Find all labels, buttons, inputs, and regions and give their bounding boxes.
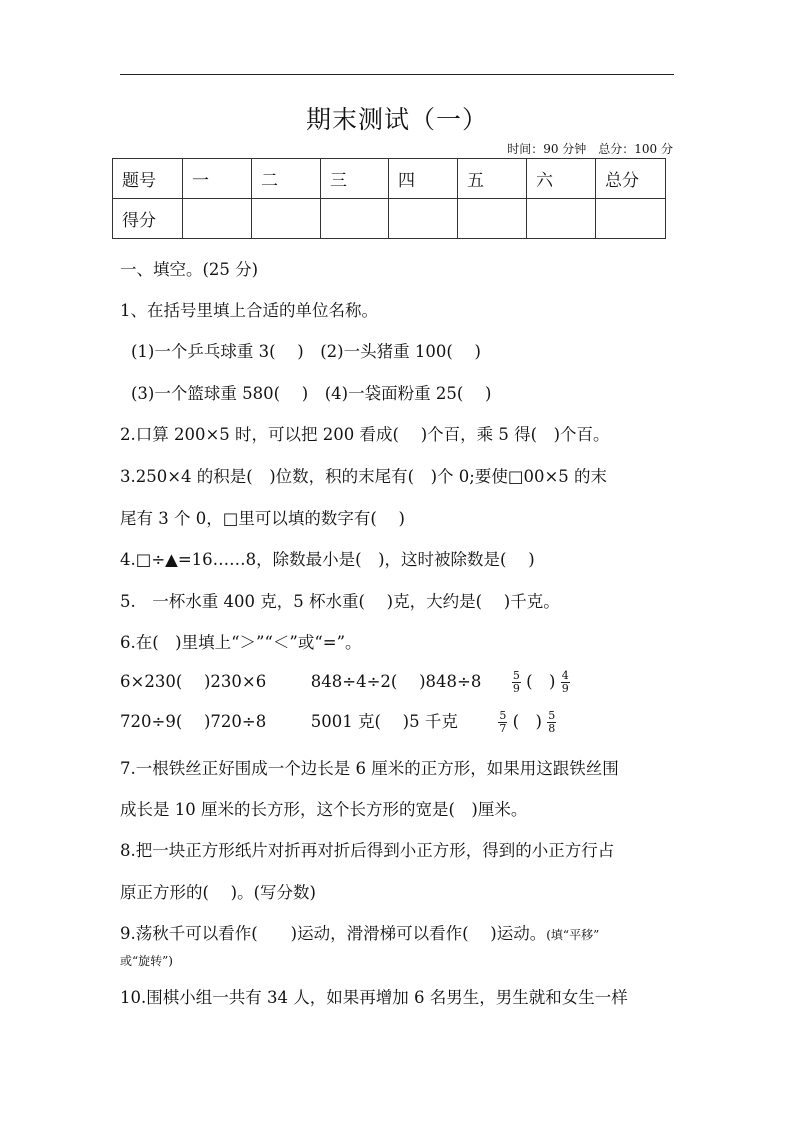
question-3-line: 尾有 3 个 0，□里可以填的数字有( ): [120, 509, 405, 528]
compare-item: 6×230( )230×6: [120, 672, 267, 691]
score-table: [112, 158, 666, 239]
page-title: 期末测试（一）: [305, 105, 488, 134]
score-input-cell[interactable]: [389, 199, 458, 239]
question-9-text: 9.荡秋千可以看作( )运动，滑滑梯可以看作( )运动。: [120, 924, 547, 943]
exam-meta: 时间：90 分钟 总分：100 分: [507, 142, 673, 156]
question-6-row: [120, 664, 570, 700]
fraction: $\frac{5}{9}$: [512, 669, 520, 695]
section-heading: 一、填空。(25 分): [120, 260, 259, 279]
score-cell: 四: [389, 159, 458, 199]
compare-item: 720÷9( )720÷8: [120, 712, 267, 731]
score-cell: 三: [321, 159, 389, 199]
question-2: 2.口算 200×5 时，可以把 200 看成( )个百，乘 5 得( )个百。: [120, 425, 610, 444]
question-1-line: (3)一个篮球重 580( ) (4)一袋面粉重 25( ): [131, 384, 492, 403]
top-rule: [120, 74, 674, 75]
fraction: $\frac{4}{9}$: [561, 669, 569, 695]
question-10-line: 10.围棋小组一共有 34 人，如果再增加 6 名男生，男生就和女生一样: [120, 988, 628, 1007]
score-input-cell[interactable]: [596, 199, 666, 239]
fraction: $\frac{5}{8}$: [548, 709, 556, 735]
question-4: 4.□÷▲=16……8，除数最小是( )，这时被除数是( ): [120, 550, 535, 569]
score-cell: 五: [458, 159, 527, 199]
score-input-cell[interactable]: [321, 199, 389, 239]
question-1: 1、在括号里填上合适的单位名称。: [120, 301, 378, 320]
question-9-line: [120, 920, 599, 944]
question-8-line: 原正方形的( )。(写分数): [120, 883, 316, 902]
compare-item: 848÷4÷2( )848÷8: [310, 672, 482, 691]
question-3-line: 3.250×4 的积是( )位数，积的末尾有( )个 0;要使□00×5 的末: [120, 467, 608, 486]
question-1-line: (1)一个乒乓球重 3( ) (2)一头猪重 100( ): [131, 342, 481, 361]
score-cell: 总分: [596, 159, 666, 199]
question-9-note: (填“平移”: [546, 928, 600, 942]
question-5: 5. 一杯水重 400 克，5 杯水重( )克，大约是( )千克。: [120, 592, 560, 611]
score-cell: 一: [183, 159, 252, 199]
question-6-row: [120, 704, 556, 740]
score-table-header-row: [113, 159, 666, 199]
score-table-score-row: [113, 199, 666, 239]
score-cell: 得分: [113, 199, 183, 239]
compare-blank: ( ): [526, 672, 556, 691]
score-cell: 六: [527, 159, 596, 199]
score-input-cell[interactable]: [252, 199, 321, 239]
score-cell: 题号: [113, 159, 183, 199]
question-7-line: 成长是 10 厘米的长方形，这个长方形的宽是( )厘米。: [120, 800, 528, 819]
fraction: $\frac{5}{7}$: [499, 709, 507, 735]
compare-blank: ( ): [512, 712, 542, 731]
question-8-line: 8.把一块正方形纸片对折再对折后得到小正方形，得到的小正方行占: [120, 841, 615, 860]
question-7-line: 7.一根铁丝正好围成一个边长是 6 厘米的正方形，如果用这跟铁丝围: [120, 759, 619, 778]
question-9-note-line: 或“旋转”): [120, 954, 173, 968]
score-input-cell[interactable]: [183, 199, 252, 239]
score-cell: 二: [252, 159, 321, 199]
compare-item: 5001 克( )5 千克: [310, 712, 458, 731]
score-input-cell[interactable]: [527, 199, 596, 239]
score-input-cell[interactable]: [458, 199, 527, 239]
question-6: 6.在( )里填上“＞”“＜”或“=”。: [120, 633, 362, 652]
